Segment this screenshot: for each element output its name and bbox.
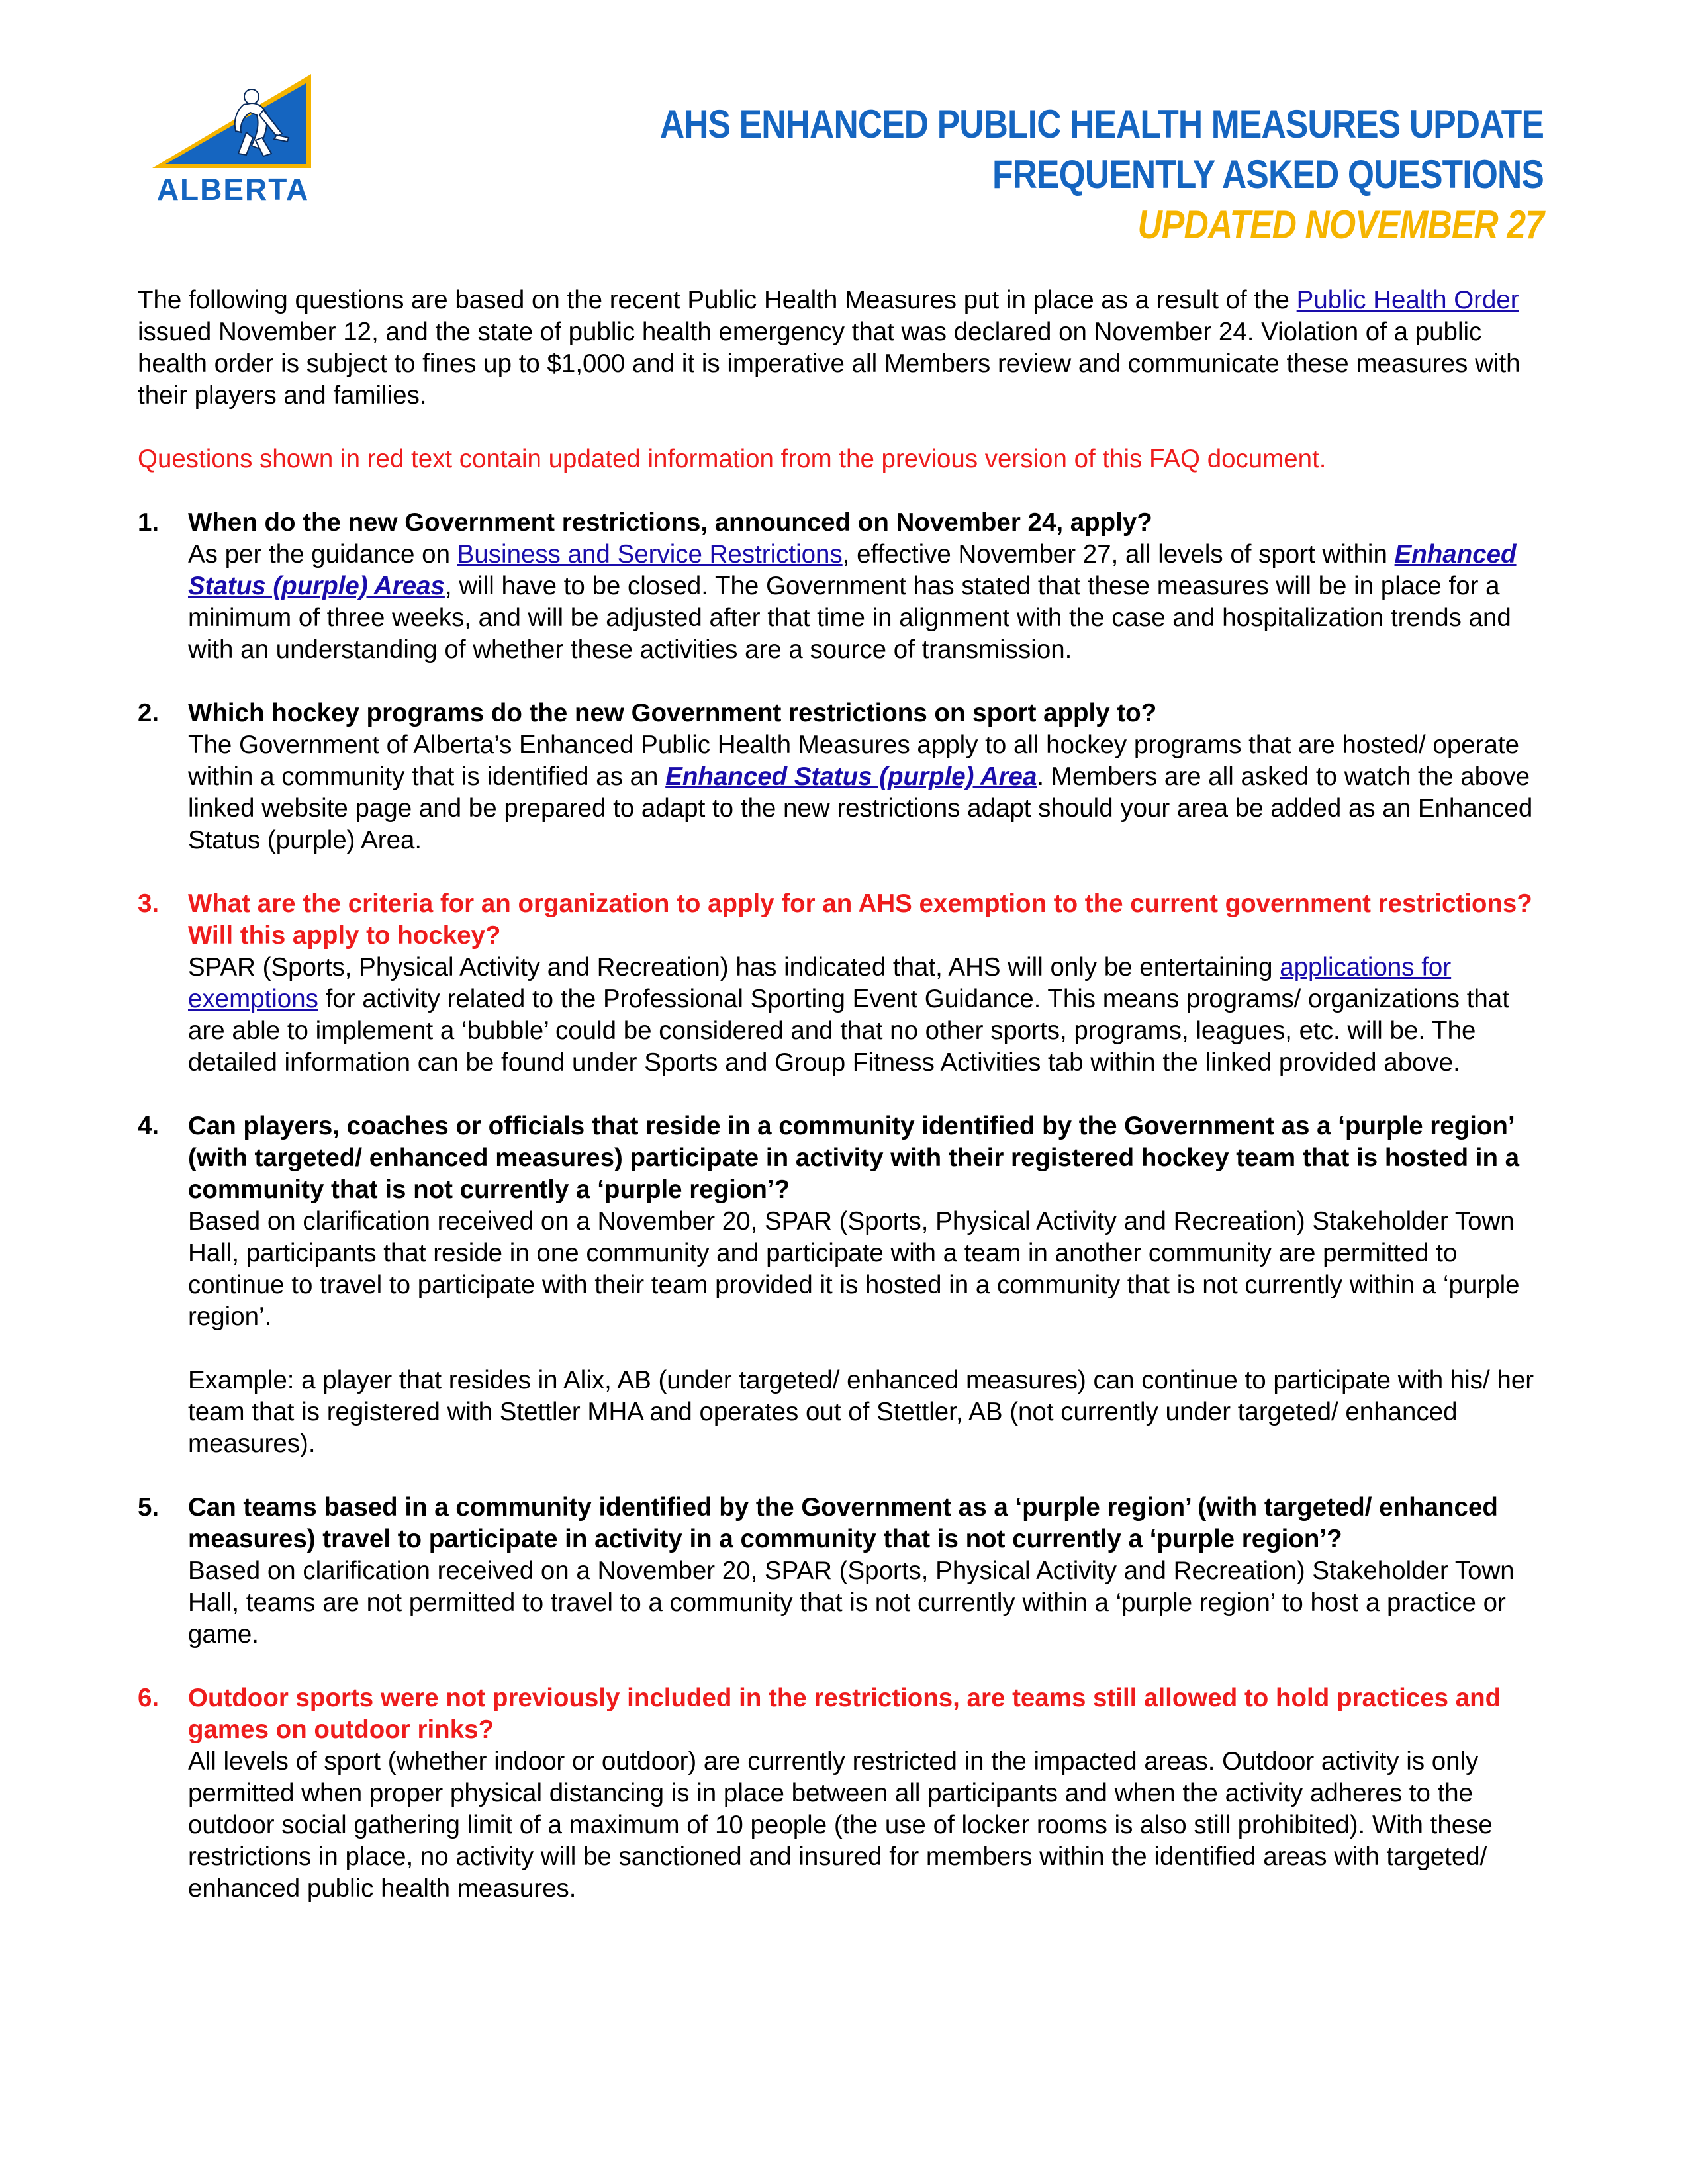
faq-number: 2.: [138, 699, 160, 727]
answer-text: , effective November 27, all levels of sport within: [842, 540, 1395, 569]
faq-question: When do the new Government restrictions, announced on November 24, apply?: [188, 508, 1152, 537]
exemption-applications-link[interactable]: applications for exemptions: [188, 953, 1452, 1013]
faq-question: Can players, coaches or officials that reside in a community identified by the Government as a ‘purple region’ (with targeted/ enhanced measures) participate in activity with their registered hockey team that is hosted in a community that is not currently a ‘purple region’?: [188, 1112, 1520, 1204]
faq-number: 4.: [138, 1112, 160, 1140]
faq-number: 3.: [138, 889, 160, 918]
faq-item-2: [138, 698, 1548, 856]
public-health-order-link[interactable]: Public Health Order: [1296, 286, 1519, 314]
answer-text: As per the guidance on: [188, 540, 457, 569]
title-updated-date: UPDATED NOVEMBER 27: [1137, 203, 1544, 247]
faq-answer: [188, 952, 1548, 1079]
answer-text: , will have to be closed. The Government has stated that these measures will be in place for a minimum of three weeks, and will be adjusted after that time in alignment with the case and hospitalization trends and with an understanding of whether these activities are a source of transmission.: [188, 572, 1511, 664]
faq-item-6: [138, 1682, 1548, 1905]
faq-item-4: [138, 1111, 1548, 1460]
faq-answer: [188, 729, 1548, 856]
intro-text-1: The following questions are based on the recent Public Health Measures put in place as a result of the: [138, 286, 1297, 314]
title-line-2: FREQUENTLY ASKED QUESTIONS: [992, 152, 1544, 197]
faq-question: Can teams based in a community identified by the Government as a ‘purple region’ (with targeted/ enhanced measures) travel to participate in activity in a community that is not currently a ‘purple region’?: [188, 1493, 1498, 1553]
faq-item-5: [138, 1492, 1548, 1651]
faq-item-1: [138, 507, 1548, 666]
intro-paragraph: [138, 285, 1548, 412]
intro-text-2: issued November 12, and the state of public health emergency that was declared on November 24. Violation of a public health order is subject to fines up to $1,000 and it is imperative all Members review and communicate these measures with their players and families.: [138, 318, 1521, 410]
title-line-1: AHS ENHANCED PUBLIC HEALTH MEASURES UPDATE: [659, 102, 1544, 146]
enhanced-status-area-link[interactable]: Enhanced Status (purple) Area: [665, 762, 1037, 791]
faq-item-3: [138, 888, 1548, 1079]
faq-question: Outdoor sports were not previously included in the restrictions, are teams still allowed to hold practices and games on outdoor rinks?: [188, 1684, 1501, 1744]
faq-number: 1.: [138, 508, 160, 537]
business-restrictions-link[interactable]: Business and Service Restrictions: [457, 540, 843, 569]
answer-text: The Government of Alberta’s Enhanced Public Health Measures apply to all hockey programs that are hosted/ operate within a community that is identified as an: [188, 731, 1519, 791]
faq-example: Example: a player that resides in Alix, AB (under targeted/ enhanced measures) can continue to participate with his/ her team that is registered with Stettler MHA and operates out of Stettler, AB (not currently under targeted/ enhanced measures).: [188, 1366, 1534, 1458]
answer-text: for activity related to the Professional Sporting Event Guidance. This means programs/ organizations that are able to implement a ‘bubble’ could be considered and that no other sports, programs, leagues, etc. will be. The detailed information can be found under Sports and Group Fitness Activities tab within the linked provided above.: [188, 985, 1509, 1077]
document-header: [352, 99, 1544, 250]
faq-question: What are the criteria for an organization to apply for an AHS exemption to the current government restrictions? Will this apply to hockey?: [188, 889, 1532, 950]
faq-number: 6.: [138, 1684, 160, 1712]
red-text-note: Questions shown in red text contain updated information from the previous version of this FAQ document.: [138, 445, 1327, 473]
hockey-alberta-logo: [147, 69, 320, 209]
document-body: [138, 285, 1548, 1936]
faq-number: 5.: [138, 1493, 160, 1522]
faq-list: [138, 507, 1548, 1905]
faq-answer: Based on clarification received on a November 20, SPAR (Sports, Physical Activity and Recreation) Stakeholder Town Hall, teams are not permitted to travel to a community that is not currently within a ‘purple region’ to host a practice or game.: [188, 1557, 1515, 1649]
faq-answer: All levels of sport (whether indoor or outdoor) are currently restricted in the impacted areas. Outdoor activity is only permitted when proper physical distancing is in place between all participants and when the activity adheres to the outdoor social gathering limit of a maximum of 10 people (the use of locker rooms is also still prohibited). With these restrictions in place, no activity will be sanctioned and insured for members within the identified areas with targeted/ enhanced public health measures.: [188, 1747, 1493, 1903]
logo-wordmark: ALBERTA: [156, 172, 310, 206]
answer-text: . Members are all asked to watch the above linked website page and be prepared to adapt to the new restrictions adapt should your area be added as an Enhanced Status (purple) Area.: [188, 762, 1533, 854]
answer-text: SPAR (Sports, Physical Activity and Recreation) has indicated that, AHS will only be entertaining: [188, 953, 1280, 981]
faq-answer: Based on clarification received on a November 20, SPAR (Sports, Physical Activity and Recreation) Stakeholder Town Hall, participants that reside in one community and participate with a team in another community are permitted to continue to travel to participate with their team provided it is hosted in a community that is not currently within a ‘purple region’.: [188, 1207, 1520, 1331]
faq-answer: [188, 539, 1548, 666]
faq-question: Which hockey programs do the new Government restrictions on sport apply to?: [188, 699, 1157, 727]
enhanced-status-areas-link[interactable]: Enhanced Status (purple) Areas: [188, 540, 1517, 600]
